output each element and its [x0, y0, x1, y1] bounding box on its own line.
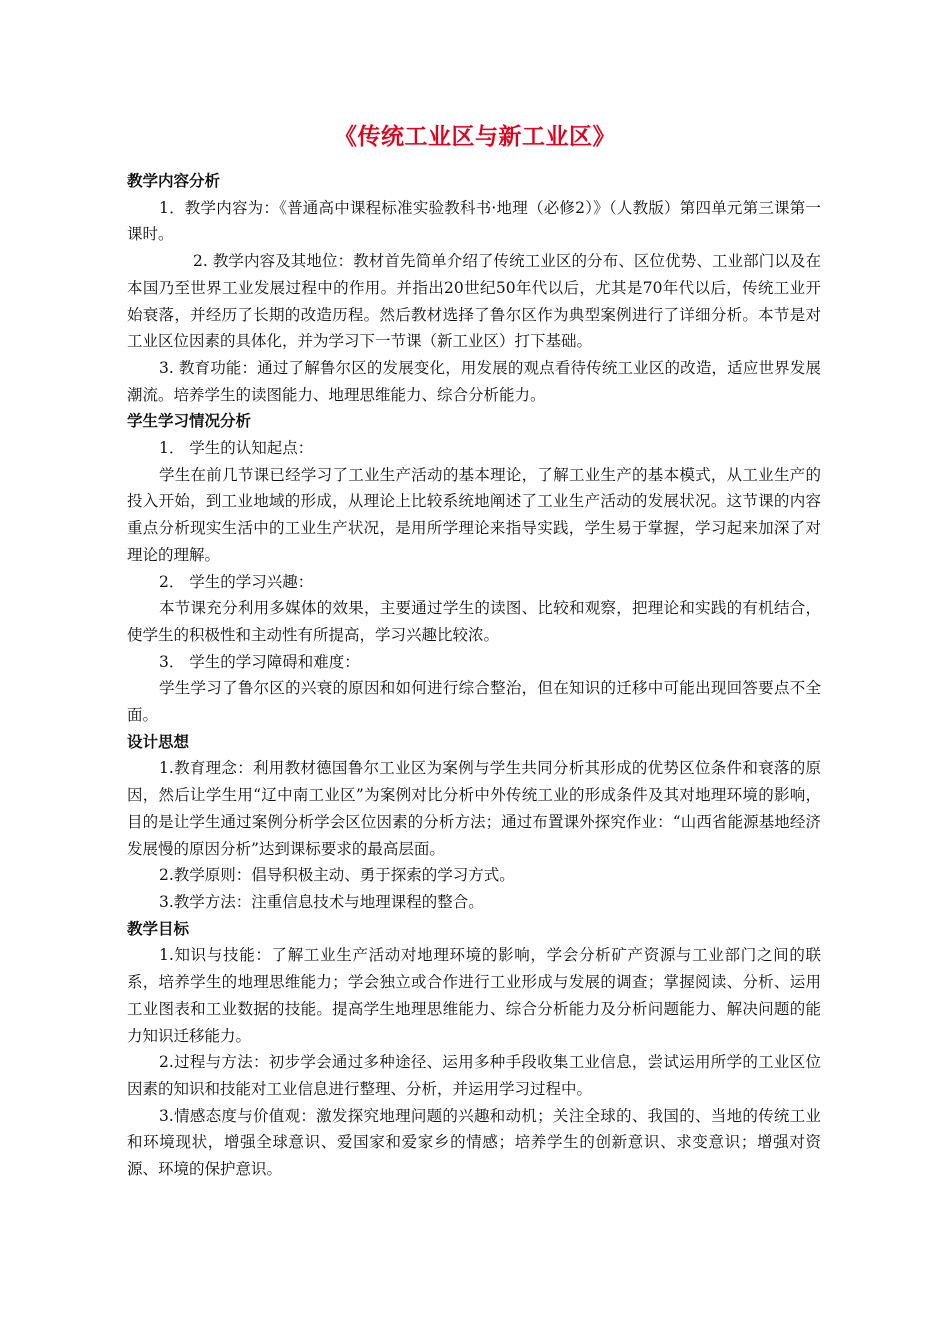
- paragraph: 学生在前几节课已经学习了工业生产活动的基本理论，了解工业生产的基本模式，从工业生产的投入开始，到工业地域的形成，从理论上比较系统地阐述了工业生产活动的发展状况。这节课的内容重点分析现实生活中的工业生产状况，是用所学理论来指导实践，学生易于掌握，学习起来加深了对理论的理解。: [127, 465, 821, 564]
- paragraph: 1.知识与技能：了解工业生产活动对地理环境的影响，学会分析矿产资源与工业部门之间的联系，培养学生的地理思维能力；学会独立或合作进行工业形成与发展的调查；掌握阅读、分析、运用工业图表和工业数据的技能。提高学生地理思维能力、综合分析能力及分析问题能力、解决问题的能力知识迁移能力。: [127, 946, 821, 1045]
- paragraph: 3. 教育功能：通过了解鲁尔区的发展变化，用发展的观点看待传统工业区的改造，适应世界发展潮流。培养学生的读图能力、地理思维能力、综合分析能力。: [127, 358, 821, 404]
- paragraph: 2. 教学内容及其地位：教材首先简单介绍了传统工业区的分布、区位优势、工业部门以及在本国乃至世界工业发展过程中的作用。并指出20世纪50年代以后，尤其是70年代以后，传统工业开始衰落，并经历了长期的改造历程。然后教材选择了鲁尔区作为典型案例进行了详细分析。本节是对工业区位因素的具体化，并为学习下一节课（新工业区）打下基础。: [127, 252, 821, 351]
- paragraph: 2.教学原则：倡导积极主动、勇于探索的学习方式。: [159, 866, 515, 885]
- paragraph: 学生学习了鲁尔区的兴衰的原因和如何进行综合整治，但在知识的迁移中可能出现回答要点不全面。: [127, 679, 821, 725]
- paragraph: 3.情感态度与价值观：激发探究地理问题的兴趣和动机；关注全球的、我国的、当地的传统工业和环境现状，增强全球意识、爱国家和爱家乡的情感；培养学生的创新意识、求变意识；增强对资源、环境的保护意识。: [127, 1106, 821, 1179]
- paragraph: 3.教学方法：注重信息技术与地理课程的整合。: [159, 892, 484, 911]
- section-heading-student-analysis: 学生学习情况分析: [127, 412, 252, 431]
- paragraph: 2.过程与方法：初步学会通过多种途径、运用多种手段收集工业信息，尝试运用所学的工业区位因素的知识和技能对工业信息进行整理、分析，并运用学习过程中。: [127, 1053, 821, 1098]
- paragraph: 本节课充分利用多媒体的效果，主要通过学生的读图、比较和观察，把理论和实践的有机结合，使学生的积极性和主动性有所提高，学习兴趣比较浓。: [127, 599, 821, 644]
- document-body: [127, 168, 821, 1183]
- section-heading-teaching-goals: 教学目标: [127, 919, 190, 938]
- paragraph: 3． 学生的学习障碍和难度：: [159, 652, 360, 671]
- document-title: 《传统工业区与新工业区》: [334, 124, 616, 150]
- paragraph: 1．教学内容为：《普通高中课程标准实验教科书·地理（必修2）》（人教版）第四单元第三课第一课时。: [127, 198, 821, 244]
- paragraph: 2． 学生的学习兴趣：: [159, 572, 314, 591]
- section-heading-content-analysis: 教学内容分析: [127, 172, 221, 190]
- paragraph: 1.教育理念：利用教材德国鲁尔工业区为案例与学生共同分析其形成的优势区位条件和衰落的原因，然后让学生用“辽中南工业区”为案例对比分析中外传统工业的形成条件及其对地理环境的影响，目的是让学生通过案例分析学会区位因素的分析方法；通过布置课外探究作业：“山西省能源基地经济发展慢的原因分析”达到课标要求的最高层面。: [127, 759, 821, 858]
- paragraph: 1． 学生的认知起点：: [159, 439, 314, 458]
- section-heading-design-idea: 设计思想: [127, 732, 190, 751]
